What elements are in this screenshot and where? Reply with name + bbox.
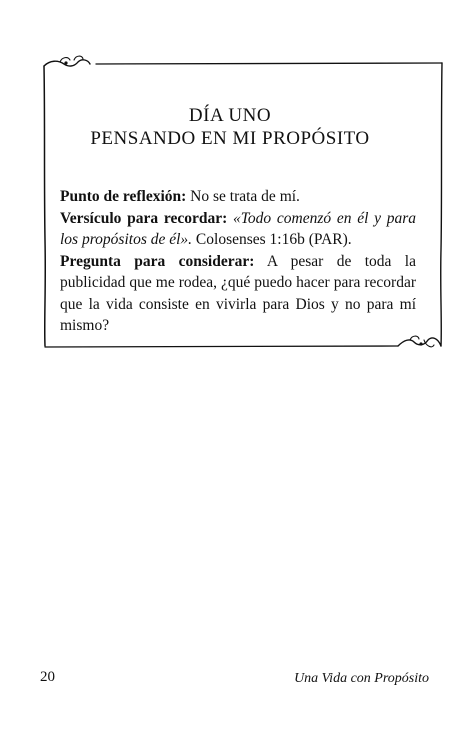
question-label: Pregunta para considerar: (60, 252, 255, 270)
verse-reference: Colosenses 1:16b (PAR). (192, 231, 352, 248)
question-paragraph (60, 251, 416, 337)
question-text: A pesar de toda la publicidad que me rodea, ¿qué puedo hacer para recordar que la vida consiste en vivirla para Dios y no para mí mismo? (60, 252, 416, 334)
verse-paragraph (60, 208, 416, 251)
reflection-text: No se trata de mí. (186, 188, 300, 205)
devotional-title (40, 104, 420, 150)
theme-title: PENSANDO EN MI PROPÓSITO (90, 128, 370, 149)
verse-quote: «Todo comenzó en él y para los propósitos de él». (60, 209, 416, 248)
devotional-content (60, 186, 416, 337)
book-title: Una Vida con Propósito (294, 671, 429, 686)
verse-label: Versículo para recordar: (60, 209, 228, 227)
reflection-label: Punto de reflexión: (60, 188, 187, 205)
reflection-paragraph (60, 186, 416, 208)
page-number: 20 (40, 669, 55, 685)
day-title: DÍA UNO (188, 105, 272, 126)
